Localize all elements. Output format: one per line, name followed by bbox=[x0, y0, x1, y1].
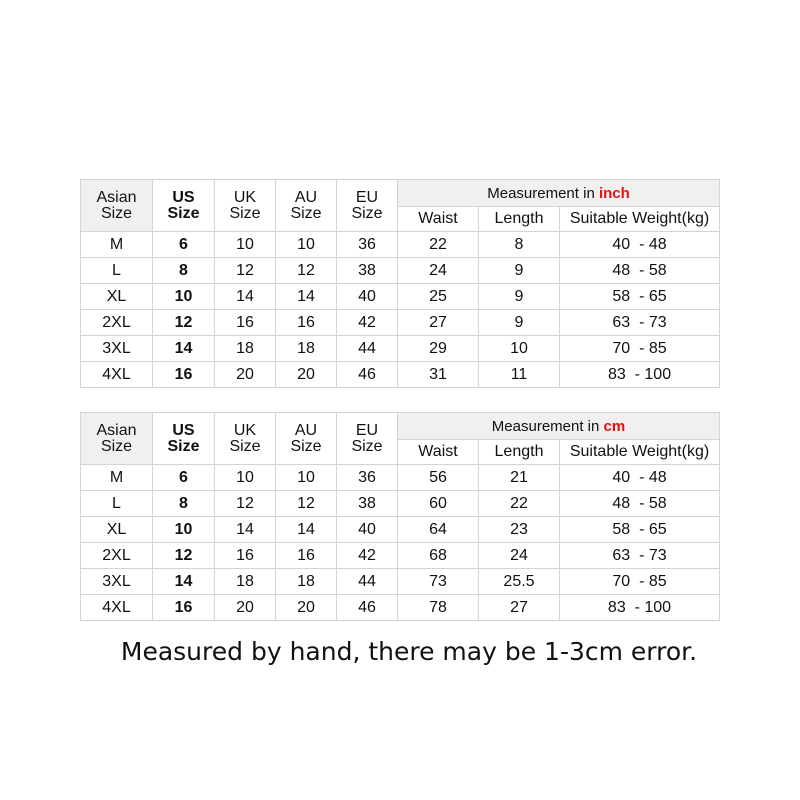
weight-cell: 58 - 65 bbox=[560, 284, 720, 310]
us-size-cell: 16 bbox=[153, 595, 215, 621]
table-row bbox=[81, 595, 720, 621]
us-size-cell: 14 bbox=[153, 569, 215, 595]
uk-size-cell: 16 bbox=[215, 543, 276, 569]
waist-cell: 29 bbox=[398, 336, 479, 362]
asian-size-cell: XL bbox=[81, 284, 153, 310]
uk-size-header: UK Size bbox=[215, 413, 276, 465]
au-size-cell: 10 bbox=[276, 465, 337, 491]
waist-cell: 64 bbox=[398, 517, 479, 543]
waist-cell: 22 bbox=[398, 232, 479, 258]
weight-cell: 63 - 73 bbox=[560, 310, 720, 336]
waist-header: Waist bbox=[398, 207, 479, 232]
length-cell: 9 bbox=[479, 258, 560, 284]
eu-size-cell: 38 bbox=[337, 491, 398, 517]
uk-size-cell: 12 bbox=[215, 258, 276, 284]
length-cell: 21 bbox=[479, 465, 560, 491]
uk-size-cell: 18 bbox=[215, 336, 276, 362]
au-size-header: AU Size bbox=[276, 180, 337, 232]
length-cell: 25.5 bbox=[479, 569, 560, 595]
uk-size-cell: 12 bbox=[215, 491, 276, 517]
size-table-cm bbox=[80, 412, 720, 621]
waist-cell: 27 bbox=[398, 310, 479, 336]
au-size-cell: 20 bbox=[276, 595, 337, 621]
table-row bbox=[81, 362, 720, 388]
asian-size-cell: M bbox=[81, 465, 153, 491]
us-size-cell: 16 bbox=[153, 362, 215, 388]
eu-size-cell: 46 bbox=[337, 362, 398, 388]
waist-cell: 24 bbox=[398, 258, 479, 284]
length-cell: 8 bbox=[479, 232, 560, 258]
length-cell: 11 bbox=[479, 362, 560, 388]
asian-size-cell: 4XL bbox=[81, 595, 153, 621]
eu-size-cell: 40 bbox=[337, 284, 398, 310]
length-cell: 9 bbox=[479, 310, 560, 336]
length-cell: 24 bbox=[479, 543, 560, 569]
asian-size-cell: 3XL bbox=[81, 569, 153, 595]
weight-cell: 83 - 100 bbox=[560, 362, 720, 388]
uk-size-cell: 10 bbox=[215, 465, 276, 491]
table-row bbox=[81, 336, 720, 362]
eu-size-cell: 46 bbox=[337, 595, 398, 621]
eu-size-cell: 44 bbox=[337, 569, 398, 595]
table-row bbox=[81, 284, 720, 310]
length-cell: 9 bbox=[479, 284, 560, 310]
length-cell: 27 bbox=[479, 595, 560, 621]
weight-cell: 48 - 58 bbox=[560, 258, 720, 284]
waist-cell: 25 bbox=[398, 284, 479, 310]
length-cell: 10 bbox=[479, 336, 560, 362]
measurement-header: Measurement in inch bbox=[398, 180, 720, 207]
eu-size-header: EU Size bbox=[337, 180, 398, 232]
asian-size-cell: 2XL bbox=[81, 543, 153, 569]
eu-size-cell: 44 bbox=[337, 336, 398, 362]
size-table-inch bbox=[80, 179, 720, 388]
au-size-cell: 18 bbox=[276, 336, 337, 362]
asian-size-cell: M bbox=[81, 232, 153, 258]
eu-size-cell: 36 bbox=[337, 232, 398, 258]
au-size-cell: 16 bbox=[276, 310, 337, 336]
waist-header: Waist bbox=[398, 440, 479, 465]
waist-cell: 56 bbox=[398, 465, 479, 491]
asian-size-cell: 4XL bbox=[81, 362, 153, 388]
asian-size-header: Asian Size bbox=[81, 413, 153, 465]
weight-header: Suitable Weight(kg) bbox=[560, 207, 720, 232]
weight-cell: 70 - 85 bbox=[560, 569, 720, 595]
length-header: Length bbox=[479, 207, 560, 232]
au-size-cell: 20 bbox=[276, 362, 337, 388]
eu-size-cell: 38 bbox=[337, 258, 398, 284]
au-size-header: AU Size bbox=[276, 413, 337, 465]
unit-label: inch bbox=[598, 184, 630, 202]
table-row bbox=[81, 310, 720, 336]
length-cell: 23 bbox=[479, 517, 560, 543]
us-size-header: US Size bbox=[153, 413, 215, 465]
au-size-cell: 12 bbox=[276, 258, 337, 284]
asian-size-cell: 3XL bbox=[81, 336, 153, 362]
weight-cell: 58 - 65 bbox=[560, 517, 720, 543]
us-size-cell: 8 bbox=[153, 491, 215, 517]
au-size-cell: 18 bbox=[276, 569, 337, 595]
us-size-cell: 6 bbox=[153, 465, 215, 491]
table-row bbox=[81, 491, 720, 517]
waist-cell: 68 bbox=[398, 543, 479, 569]
table-row bbox=[81, 258, 720, 284]
us-size-cell: 8 bbox=[153, 258, 215, 284]
us-size-cell: 10 bbox=[153, 284, 215, 310]
us-size-cell: 12 bbox=[153, 543, 215, 569]
uk-size-cell: 14 bbox=[215, 517, 276, 543]
au-size-cell: 16 bbox=[276, 543, 337, 569]
asian-size-cell: L bbox=[81, 258, 153, 284]
asian-size-cell: 2XL bbox=[81, 310, 153, 336]
table-row bbox=[81, 232, 720, 258]
us-size-cell: 10 bbox=[153, 517, 215, 543]
uk-size-cell: 20 bbox=[215, 362, 276, 388]
waist-cell: 31 bbox=[398, 362, 479, 388]
waist-cell: 60 bbox=[398, 491, 479, 517]
weight-header: Suitable Weight(kg) bbox=[560, 440, 720, 465]
asian-size-cell: L bbox=[81, 491, 153, 517]
weight-cell: 83 - 100 bbox=[560, 595, 720, 621]
au-size-cell: 10 bbox=[276, 232, 337, 258]
table-row bbox=[81, 569, 720, 595]
au-size-cell: 14 bbox=[276, 517, 337, 543]
eu-size-cell: 42 bbox=[337, 310, 398, 336]
us-size-cell: 12 bbox=[153, 310, 215, 336]
weight-cell: 70 - 85 bbox=[560, 336, 720, 362]
uk-size-cell: 20 bbox=[215, 595, 276, 621]
us-size-cell: 14 bbox=[153, 336, 215, 362]
eu-size-cell: 42 bbox=[337, 543, 398, 569]
uk-size-cell: 10 bbox=[215, 232, 276, 258]
waist-cell: 78 bbox=[398, 595, 479, 621]
eu-size-header: EU Size bbox=[337, 413, 398, 465]
eu-size-cell: 36 bbox=[337, 465, 398, 491]
au-size-cell: 14 bbox=[276, 284, 337, 310]
length-cell: 22 bbox=[479, 491, 560, 517]
us-size-header: US Size bbox=[153, 180, 215, 232]
asian-size-header: Asian Size bbox=[81, 180, 153, 232]
au-size-cell: 12 bbox=[276, 491, 337, 517]
uk-size-cell: 18 bbox=[215, 569, 276, 595]
asian-size-cell: XL bbox=[81, 517, 153, 543]
table-row bbox=[81, 543, 720, 569]
measurement-header: Measurement in cm bbox=[398, 413, 720, 440]
weight-cell: 40 - 48 bbox=[560, 465, 720, 491]
weight-cell: 40 - 48 bbox=[560, 232, 720, 258]
uk-size-header: UK Size bbox=[215, 180, 276, 232]
us-size-cell: 6 bbox=[153, 232, 215, 258]
weight-cell: 48 - 58 bbox=[560, 491, 720, 517]
weight-cell: 63 - 73 bbox=[560, 543, 720, 569]
table-row bbox=[81, 465, 720, 491]
waist-cell: 73 bbox=[398, 569, 479, 595]
length-header: Length bbox=[479, 440, 560, 465]
eu-size-cell: 40 bbox=[337, 517, 398, 543]
uk-size-cell: 16 bbox=[215, 310, 276, 336]
uk-size-cell: 14 bbox=[215, 284, 276, 310]
table-row bbox=[81, 517, 720, 543]
unit-label: cm bbox=[603, 417, 626, 435]
measurement-note: Measured by hand, there may be 1-3cm error. bbox=[120, 637, 698, 666]
